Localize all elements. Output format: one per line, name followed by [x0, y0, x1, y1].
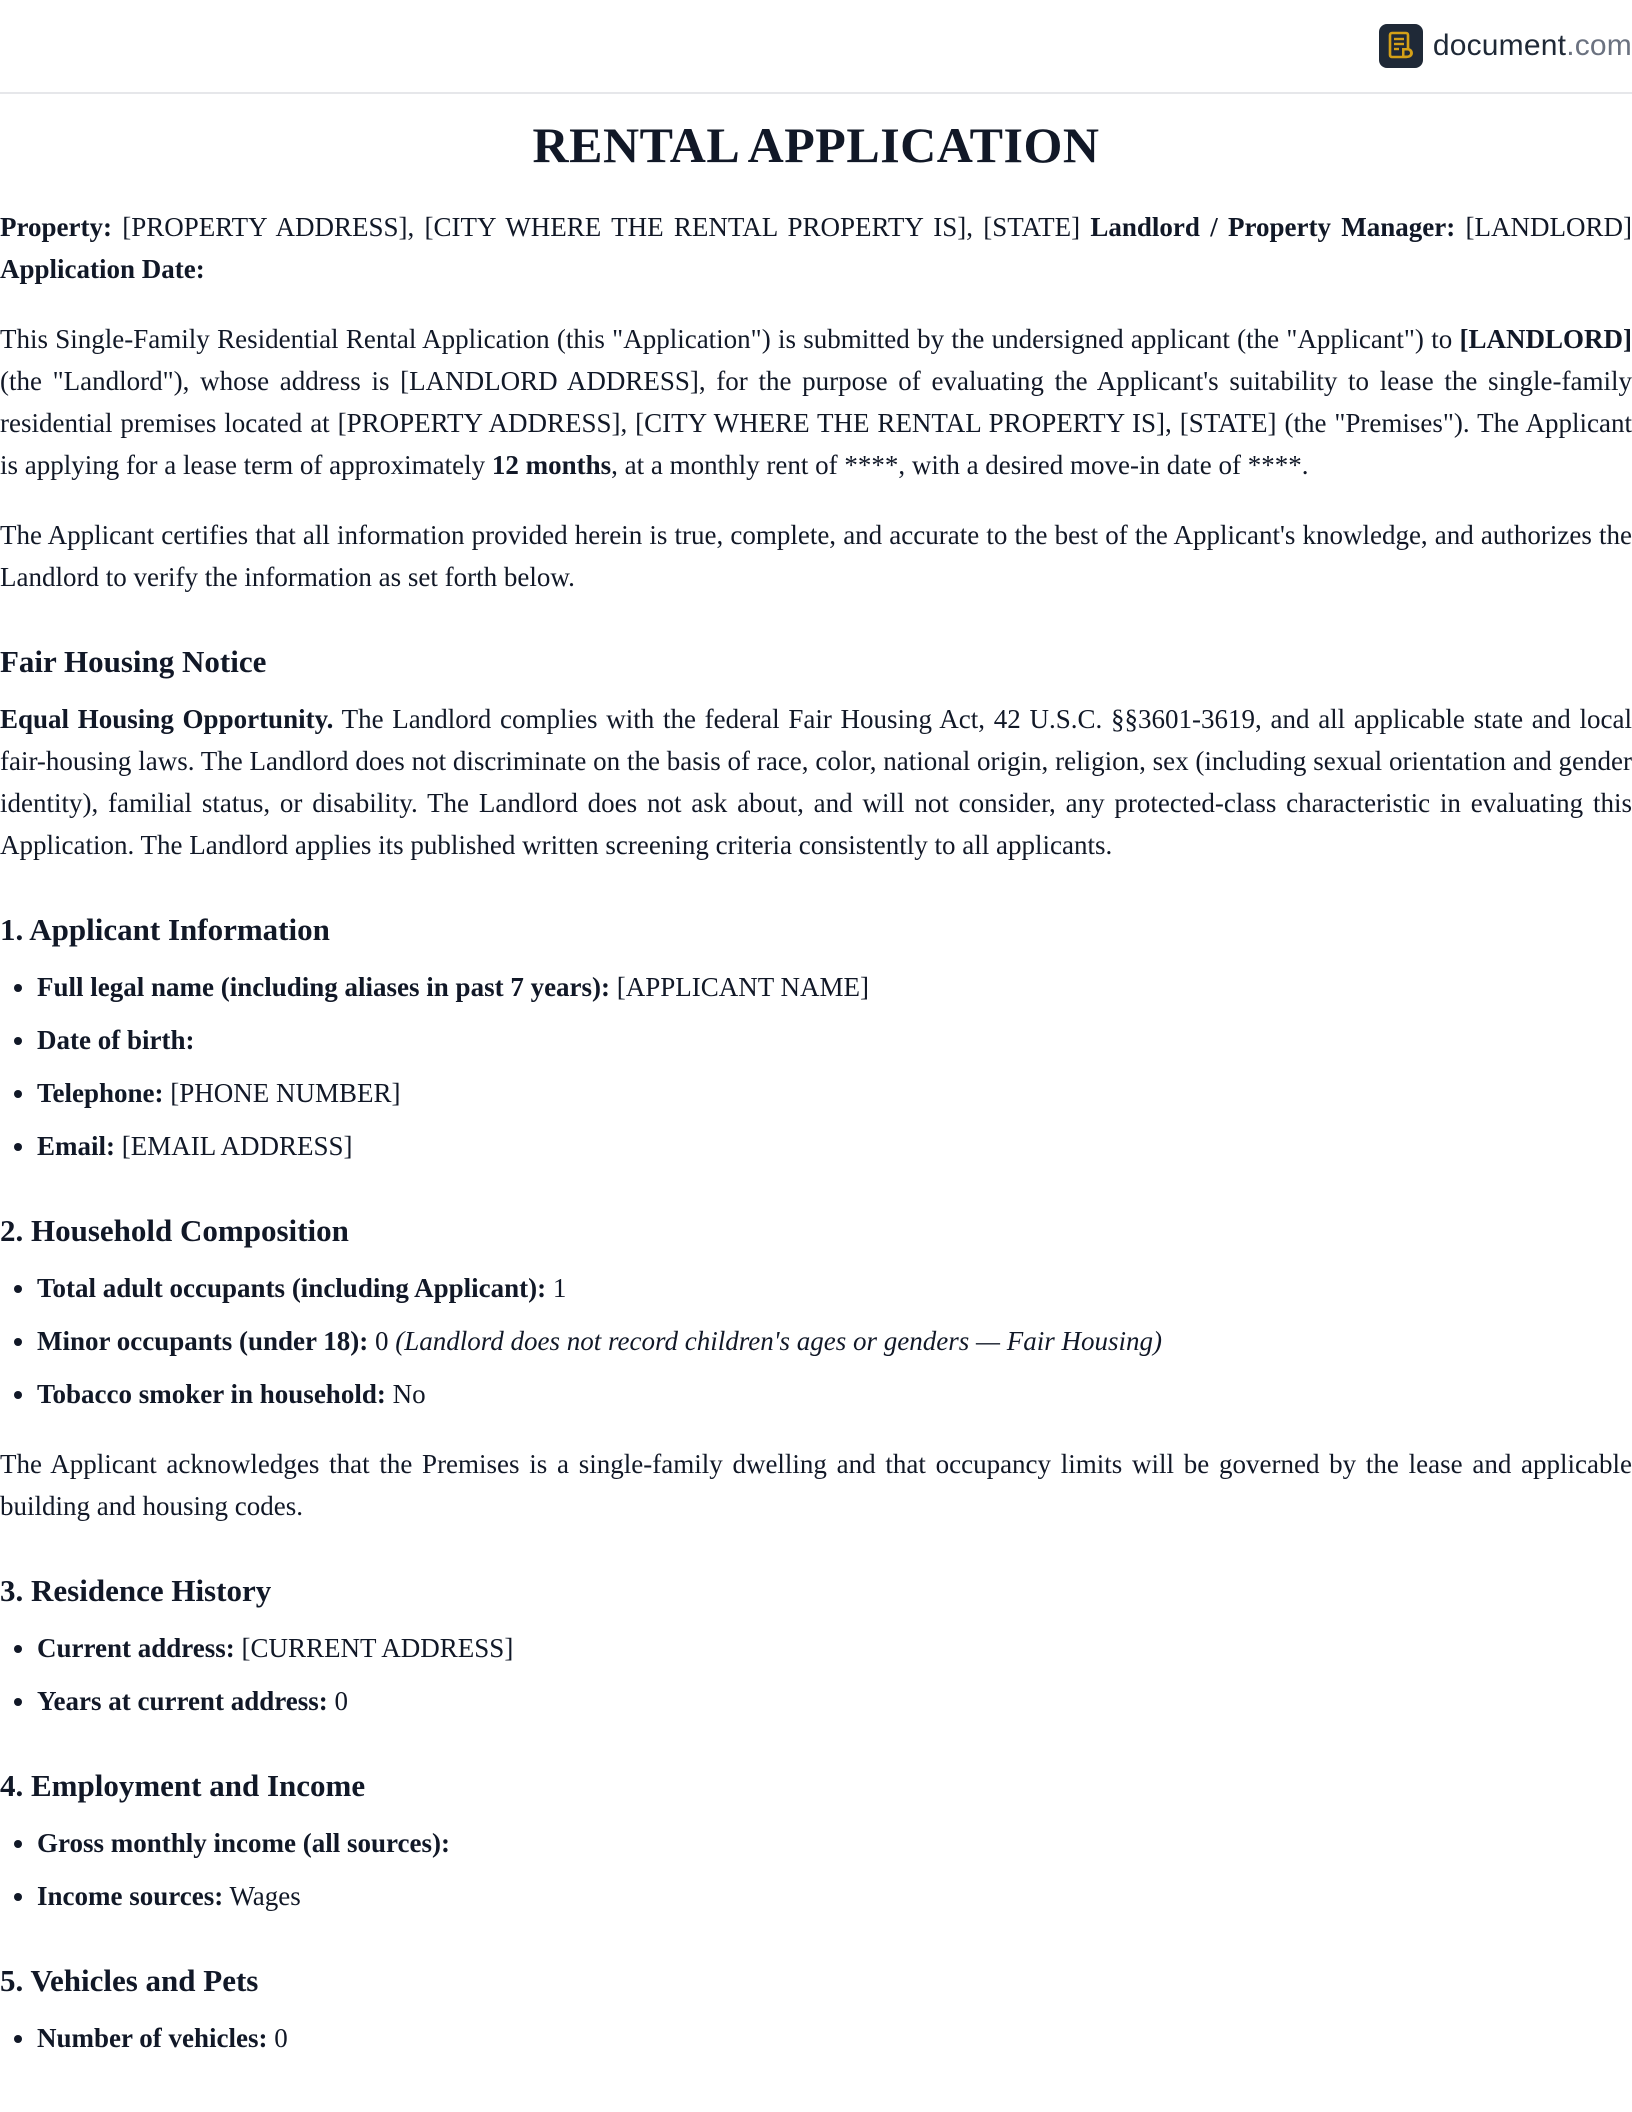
brand-name-suffix: .com — [1566, 29, 1632, 62]
field-label: Gross monthly income (all sources): — [37, 1828, 450, 1858]
list-item — [37, 2017, 1632, 2059]
occupancy-paragraph: The Applicant acknowledges that the Premises is a single-family dwelling and that occupancy limits will be governed by the lease and applicable building and housing codes. — [0, 1449, 1632, 1521]
vehicles-list — [0, 2017, 1632, 2059]
field-value: [PHONE NUMBER] — [163, 1078, 401, 1108]
field-value: 0 — [267, 2023, 288, 2053]
field-value: [EMAIL ADDRESS] — [115, 1131, 353, 1161]
field-label: Years at current address: — [37, 1686, 328, 1716]
field-label: Tobacco smoker in household: — [37, 1379, 386, 1409]
residence-heading: 3. Residence History — [0, 1573, 272, 1608]
field-value: 0 — [327, 1686, 348, 1716]
applicant-info-heading: 1. Applicant Information — [0, 912, 330, 947]
household-heading: 2. Household Composition — [0, 1213, 349, 1248]
field-value: 0 — [368, 1326, 396, 1356]
application-date-label: Application Date: — [0, 254, 205, 284]
field-label: Income sources: — [37, 1881, 224, 1911]
employment-heading: 4. Employment and Income — [0, 1768, 366, 1803]
list-item — [37, 1072, 1632, 1114]
brand-name-main: document — [1432, 29, 1567, 62]
fair-housing-lead: Equal Housing Opportunity. — [0, 704, 334, 734]
field-value: Wages — [223, 1881, 301, 1911]
property-value: [PROPERTY ADDRESS], [CITY WHERE THE RENTAL PROPERTY IS], [STATE] — [122, 212, 1081, 242]
household-list — [0, 1267, 1632, 1415]
fair-housing-text: The Landlord complies with the federal Fair Housing Act, 42 U.S.C. §§3601-3619, and all applicable state and local fair-housing laws. The Landlord does not discriminate on the basis of race, color, national origin, religion, sex (including sexual orientation and gender identity), familial status, or disability. The Landlord does not ask about, and will not consider, any protected-class characteristic in evaluating this Application. The Landlord applies its published written screening criteria consistently to all applicants. — [0, 704, 1632, 860]
field-label: Date of birth: — [37, 1025, 195, 1055]
field-note: (Landlord does not record children's ages or genders — Fair Housing) — [395, 1326, 1162, 1356]
residence-list — [0, 1627, 1632, 1722]
fair-housing-heading: Fair Housing Notice — [0, 644, 267, 679]
list-item — [37, 1373, 1632, 1415]
property-label: Property: — [0, 212, 112, 242]
field-label: Email: — [37, 1131, 115, 1161]
list-item — [37, 1267, 1632, 1309]
employment-list — [0, 1822, 1632, 1917]
intro-text-c: , at a monthly rent of ****, with a desired move-in date of ****. — [611, 450, 1309, 480]
field-value: No — [385, 1379, 426, 1409]
field-label: Total adult occupants (including Applicant): — [37, 1273, 547, 1303]
intro-lease-term: 12 months — [491, 450, 612, 480]
list-item — [37, 1320, 1632, 1362]
fair-housing-paragraph — [0, 698, 1632, 866]
page-title: RENTAL APPLICATION — [532, 117, 1100, 173]
intro-text-a: This Single-Family Residential Rental Application (this "Application") is submitted by the undersigned applicant (the "Applicant") to — [0, 324, 1460, 354]
brand-name — [1433, 29, 1632, 63]
list-item — [37, 966, 1632, 1008]
field-label: Full legal name (including aliases in past 7 years): — [37, 972, 611, 1002]
document-logo-icon — [1379, 24, 1423, 68]
certification-paragraph: The Applicant certifies that all information provided herein is true, complete, and accurate to the best of the Applicant's knowledge, and authorizes the Landlord to verify the information as set forth below. — [0, 520, 1632, 592]
landlord-value: [LANDLORD] — [1465, 212, 1632, 242]
landlord-label: Landlord / Property Manager: — [1090, 212, 1456, 242]
list-item — [37, 1627, 1632, 1669]
header-bar — [0, 0, 1632, 94]
field-label: Number of vehicles: — [37, 2023, 268, 2053]
applicant-info-list — [0, 966, 1632, 1167]
intro-text-b: (the "Landlord"), whose address is [LANDLORD ADDRESS], for the purpose of evaluating the Applicant's suitability to lease the single-family residential premises located at [PROPERTY ADDRESS], [CITY WHERE THE RENTAL PROPERTY IS], [STATE] (the "Premises"). The Applicant is applying for a lease term of approximately — [0, 366, 1632, 480]
list-item — [37, 1822, 1632, 1864]
field-label: Telephone: — [37, 1078, 164, 1108]
intro-landlord: [LANDLORD] — [1459, 324, 1632, 354]
field-value: [APPLICANT NAME] — [610, 972, 870, 1002]
meta-paragraph — [0, 206, 1632, 290]
field-label: Minor occupants (under 18): — [37, 1326, 369, 1356]
vehicles-heading: 5. Vehicles and Pets — [0, 1963, 259, 1998]
field-value: [CURRENT ADDRESS] — [234, 1633, 514, 1663]
intro-paragraph — [0, 318, 1632, 486]
list-item — [37, 1019, 1632, 1061]
field-value: 1 — [546, 1273, 567, 1303]
list-item — [37, 1680, 1632, 1722]
list-item — [37, 1875, 1632, 1917]
field-label: Current address: — [37, 1633, 235, 1663]
list-item — [37, 1125, 1632, 1167]
brand-logo[interactable] — [1379, 24, 1632, 68]
document-body — [0, 116, 1632, 2059]
